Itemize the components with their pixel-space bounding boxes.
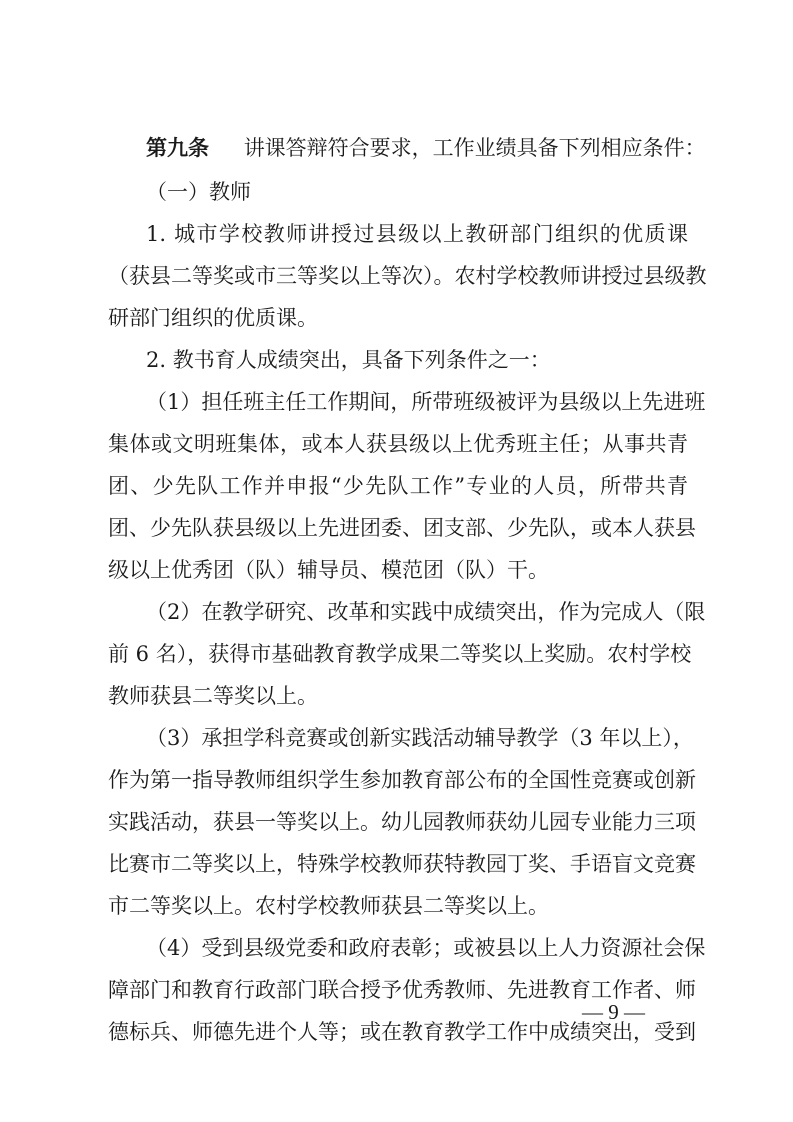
- article-title: 第九条: [146, 136, 209, 160]
- section-heading: （一）教师: [146, 180, 251, 204]
- paragraph-line: 前 6 名），获得市基础教育教学成果二等奖以上奖励。农村学校: [108, 642, 692, 666]
- paragraph-line: 级以上优秀团（队）辅导员、模范团（队）干。: [108, 558, 549, 582]
- paragraph-line: 研部门组织的优质课。: [108, 306, 318, 330]
- paragraph-line: 教师获县二等奖以上。: [108, 684, 318, 708]
- paragraph-line: 1. 城市学校教师讲授过县级以上教研部门组织的优质课: [146, 222, 688, 246]
- paragraph-line: 作为第一指导教师组织学生参加教育部公布的全国性竞赛或创新: [108, 768, 696, 792]
- paragraph-line: 比赛市二等奖以上，特殊学校教师获特教园丁奖、手语盲文竞赛: [108, 852, 696, 876]
- article-heading-line: [146, 134, 706, 162]
- paragraph-line: （4）受到县级党委和政府表彰；或被县以上人力资源社会保: [146, 936, 706, 960]
- paragraph-line: 障部门和教育行政部门联合授予优秀教师、先进教育工作者、师: [108, 978, 696, 1002]
- paragraph-line: 团、少先队获县级以上先进团委、团支部、少先队，或本人获县: [108, 516, 696, 540]
- paragraph-line: （2）在教学研究、改革和实践中成绩突出，作为完成人（限: [146, 600, 706, 624]
- paragraph-line: 市二等奖以上。农村学校教师获县二等奖以上。: [108, 894, 549, 918]
- article-intro: 讲课答辩符合要求，工作业绩具备下列相应条件：: [243, 136, 706, 160]
- paragraph-line: 团、少先队工作并申报“少先队工作”专业的人员，所带共青: [108, 474, 688, 498]
- paragraph-line: 集体或文明班集体，或本人获县级以上优秀班主任；从事共青: [108, 432, 688, 456]
- page-number: — 9 —: [582, 1000, 645, 1024]
- paragraph-line: 2. 教书育人成绩突出，具备下列条件之一：: [146, 348, 551, 372]
- paragraph-line: 德标兵、师德先进个人等；或在教育教学工作中成绩突出，受到: [108, 1020, 696, 1044]
- paragraph-line: 实践活动，获县一等奖以上。幼儿园教师获幼儿园专业能力三项: [108, 810, 696, 834]
- paragraph-line: （3）承担学科竞赛或创新实践活动辅导教学（3 年以上），: [146, 726, 694, 750]
- paragraph-line: （获县二等奖或市三等奖以上等次）。农村学校教师讲授过县级教: [108, 264, 707, 288]
- paragraph-line: （1）担任班主任工作期间，所带班级被评为县级以上先进班: [146, 390, 706, 414]
